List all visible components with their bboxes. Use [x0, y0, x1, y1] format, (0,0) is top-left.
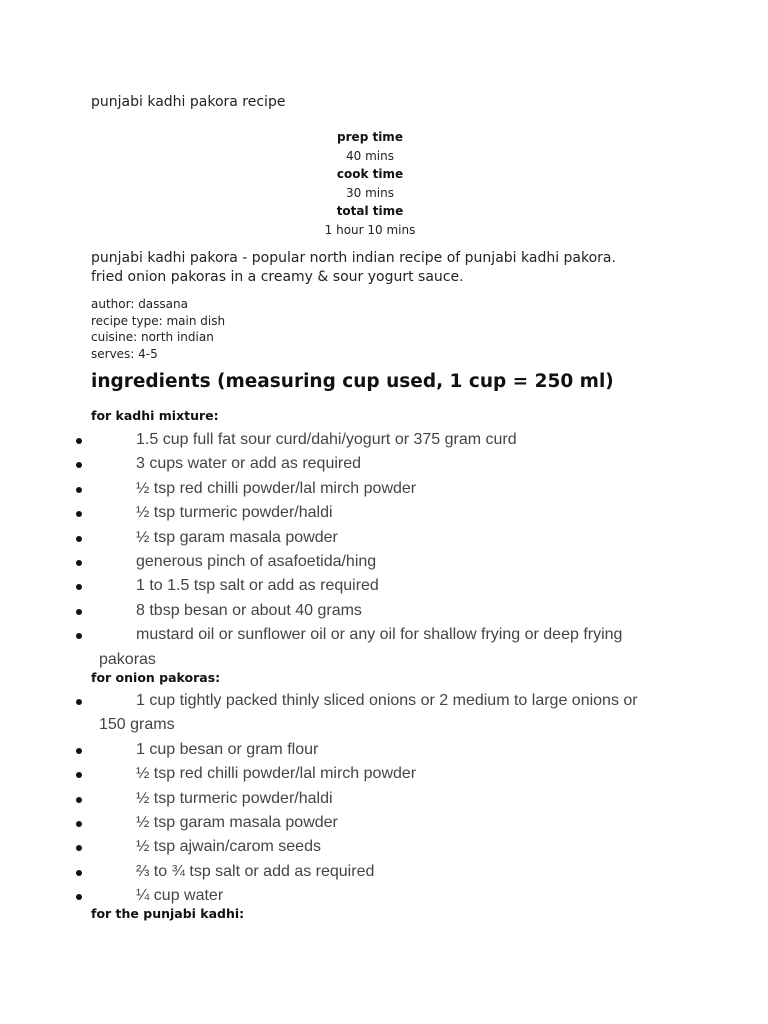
bullet-icon	[76, 438, 82, 444]
total-time-value: 1 hour 10 mins	[324, 222, 416, 237]
bullet-icon	[76, 699, 82, 705]
ingredient-text: ¼ cup water	[136, 887, 224, 905]
cook-time-label: cook time	[336, 167, 404, 181]
bullet-icon	[76, 870, 82, 876]
bullet-icon	[76, 511, 82, 517]
list-item	[0, 550, 700, 574]
list-item	[0, 738, 700, 762]
ingredient-text: mustard oil or sunflower oil or any oil for shallow frying or deep frying	[136, 626, 623, 644]
recipe-description	[91, 249, 711, 286]
punjabi-kadhi-heading: for the punjabi kadhi:	[91, 906, 245, 921]
ingredient-text: 1 to 1.5 tsp salt or add as required	[136, 577, 379, 595]
ingredient-text: 3 cups water or add as required	[136, 455, 362, 473]
ingredient-text: ½ tsp turmeric powder/haldi	[136, 789, 333, 807]
onion-pakoras-heading: for onion pakoras:	[91, 670, 221, 685]
ingredient-text: ½ tsp red chilli powder/lal mirch powder	[136, 479, 417, 497]
ingredients-heading: ingredients (measuring cup used, 1 cup = 250 ml)	[91, 371, 614, 392]
ingredient-text: ½ tsp garam masala powder	[136, 814, 338, 832]
recipe-title: punjabi kadhi pakora recipe	[91, 94, 286, 110]
ingredient-text: 8 tbsp besan or about 40 grams	[136, 601, 362, 619]
list-item	[0, 787, 700, 811]
ingredient-text: ½ tsp turmeric powder/haldi	[136, 504, 333, 522]
list-item	[0, 501, 700, 525]
bullet-icon	[76, 845, 82, 851]
list-item	[0, 762, 700, 786]
list-item	[0, 811, 700, 835]
prep-time-label: prep time	[337, 130, 403, 144]
list-item	[0, 599, 700, 623]
list-item	[0, 884, 700, 908]
serves-line: serves: 4-5	[91, 346, 158, 361]
recipe-type-line: recipe type: main dish	[91, 313, 226, 328]
onion-pakoras-list	[0, 689, 700, 909]
list-item	[0, 428, 700, 452]
ingredient-text: 1.5 cup full fat sour curd/dahi/yogurt or 375 gram curd	[136, 431, 517, 448]
kadhi-mixture-heading: for kadhi mixture:	[91, 408, 219, 423]
bullet-icon	[76, 462, 82, 468]
ingredient-text: ⅔ to ¾ tsp salt or add as required	[136, 862, 375, 880]
bullet-icon	[76, 584, 82, 590]
list-item	[0, 477, 700, 501]
list-item	[0, 623, 700, 672]
list-item	[0, 574, 700, 598]
bullet-icon	[76, 772, 82, 778]
description-line: punjabi kadhi pakora - popular north indian recipe of punjabi kadhi pakora.	[91, 250, 616, 266]
cuisine-line: cuisine: north indian	[91, 330, 214, 344]
ingredient-text: 1 cup besan or gram flour	[136, 740, 319, 758]
ingredient-text-continued: 150 grams	[99, 716, 175, 734]
list-item	[0, 452, 700, 476]
bullet-icon	[76, 560, 82, 566]
bullet-icon	[76, 821, 82, 827]
list-item	[0, 860, 700, 884]
ingredient-text: ½ tsp garam masala powder	[136, 528, 338, 546]
recipe-times	[0, 128, 740, 239]
bullet-icon	[76, 797, 82, 803]
bullet-icon	[76, 894, 82, 900]
ingredient-text: 1 cup tightly packed thinly sliced onions or 2 medium to large onions or	[136, 692, 638, 709]
bullet-icon	[76, 609, 82, 615]
kadhi-mixture-list	[0, 428, 700, 672]
bullet-icon	[76, 633, 82, 639]
ingredient-text-continued: pakoras	[99, 650, 156, 668]
ingredient-text: generous pinch of asafoetida/hing	[136, 553, 377, 571]
ingredient-text: ½ tsp ajwain/carom seeds	[136, 838, 321, 856]
author-line: author: dassana	[91, 297, 188, 311]
list-item	[0, 835, 700, 859]
cook-time-value: 30 mins	[346, 185, 394, 200]
bullet-icon	[76, 748, 82, 754]
total-time-label: total time	[336, 204, 404, 218]
prep-time-value: 40 mins	[346, 148, 394, 163]
list-item	[0, 526, 700, 550]
description-line: fried onion pakoras in a creamy & sour yogurt sauce.	[91, 268, 464, 285]
recipe-meta	[91, 296, 225, 362]
ingredient-text: ½ tsp red chilli powder/lal mirch powder	[136, 765, 417, 783]
bullet-icon	[76, 487, 82, 493]
bullet-icon	[76, 536, 82, 542]
list-item	[0, 689, 700, 738]
